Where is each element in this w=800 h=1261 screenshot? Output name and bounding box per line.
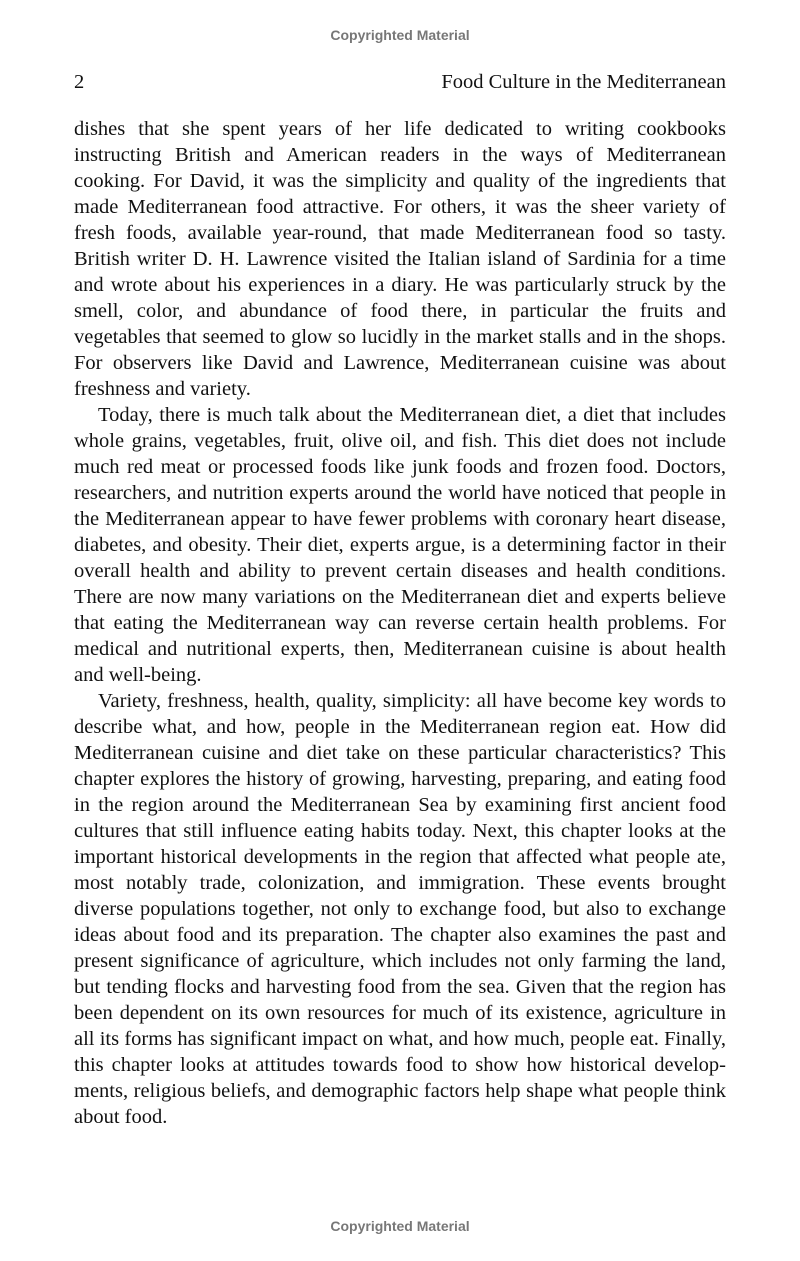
paragraph-2: Today, there is much talk about the Mediterranean diet, a diet that includes whole grains, vegetables, fruit, olive oil, and fish. This diet does not include much red meat or processed foods like junk foods and frozen food. Doctors, researchers, and nutrition experts around the world have noticed that people in the Mediterranean appear to have fewer problems with coronary heart disease, diabetes, and obesity. Their diet, experts argue, is a determining factor in their overall health and ability to prevent certain diseases and health conditions. There are now many variations on the Mediterranean diet and experts believe that eating the Mediterranean way can reverse certain health problems. For medical and nutritional experts, then, Mediterranean cuisine is about health and well-being.	[74, 404, 726, 686]
copyright-watermark-top: Copyrighted Material	[330, 27, 470, 43]
body-text	[74, 116, 726, 1130]
copyright-watermark-bottom: Copyrighted Material	[330, 1218, 470, 1234]
paragraph-3: Variety, freshness, health, quality, simplicity: all have become key words to describe what, and how, people in the Mediterranean region eat. How did Mediterranean cuisine and diet take on these particular characteristics? This chapter explores the history of growing, harvesting, preparing, and eating food in the region around the Mediterranean Sea by examining first ancient food cultures that still influence eating habits today. Next, this chapter looks at the important historical developments in the region that affected what people ate, most notably trade, colonization, and immigration. These events brought diverse populations together, not only to exchange food, but also to exchange ideas about food and its preparation. The chapter also examines the past and present significance of agriculture, which includes not only farming the land, but tending flocks and harvesting food from the sea. Given that the region has been dependent on its own resources for much of its existence, agriculture in all its forms has significant impact on what, and how much, people eat. Finally, this chapter looks at attitudes towards food to show how historical developments, religious beliefs, and demographic factors help shape what people think about food.	[74, 690, 726, 1128]
paragraph-1: dishes that she spent years of her life dedicated to writing cookbooks instructing British and American readers in the ways of Mediterranean cooking. For David, it was the simplicity and quality of the ingredients that made Mediterranean food attractive. For others, it was the sheer variety of fresh foods, available year-round, that made Mediterranean food so tasty. British writer D. H. Lawrence visited the Italian island of Sardinia for a time and wrote about his experiences in a diary. He was particularly struck by the smell, color, and abundance of food there, in particular the fruits and vegetables that seemed to glow so lucidly in the market stalls and in the shops. For observers like David and Lawrence, Mediterranean cuisine was about freshness and variety.	[74, 118, 726, 400]
running-head-title: Food Culture in the Mediterranean	[441, 71, 726, 93]
running-head	[74, 71, 726, 97]
page-number: 2	[74, 71, 85, 93]
